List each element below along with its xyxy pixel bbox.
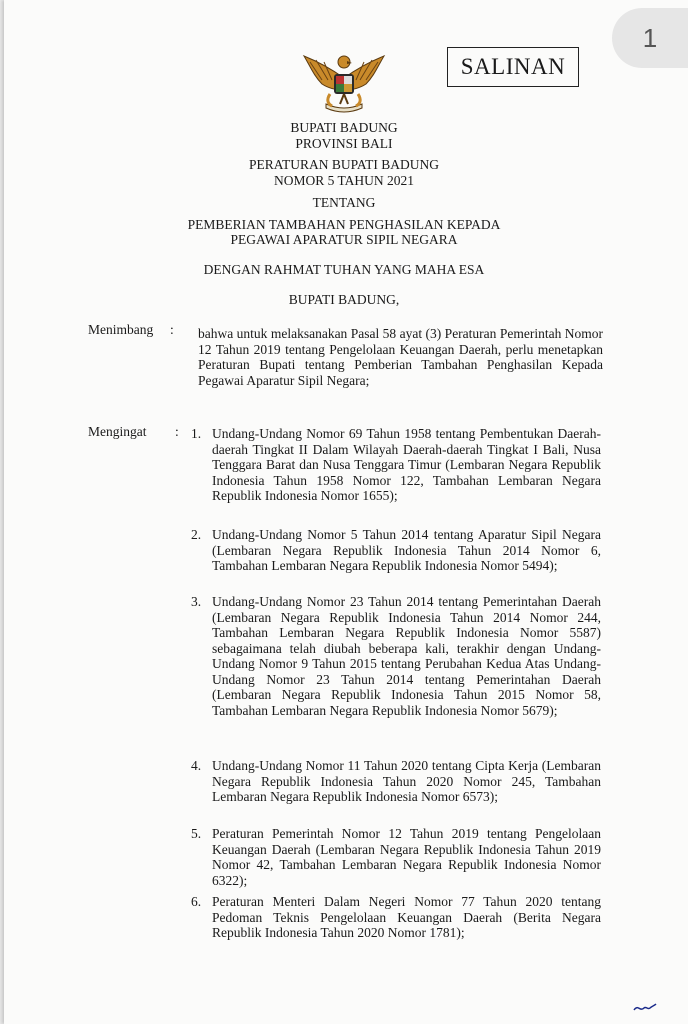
item-text: Peraturan Pemerintah Nomor 12 Tahun 2019 tentang Pengelolaan Keuangan Daerah (Lembaran Negara Republik Indonesia Tahun 2019 Nomor 42, Tambahan Lembaran Negara Republik Indonesia Nomor 6322); (212, 826, 601, 888)
mengingat-label: Mengingat (88, 424, 147, 439)
province-title: PROVINSI BALI (295, 136, 393, 151)
salinan-stamp: SALINAN (447, 47, 579, 87)
item-number: 6. (191, 894, 202, 909)
item-number: 2. (191, 527, 202, 542)
item-number: 4. (191, 758, 202, 773)
garuda-emblem-icon (300, 48, 388, 114)
item-text: Undang-Undang Nomor 23 Tahun 2014 tentang Pemerintahan Daerah (Lembaran Negara Republik Indonesia Tahun 2014 Nomor 244, Tambahan Lembaran Negara Republik Indonesia Nomor 5587) sebagaimana telah diubah beberapa kali, terakhir dengan Undang-Undang Nomor 9 Tahun 2015 tentang Perubahan Kedua Atas Undang-Undang Nomor 23 Tahun 2014 tentang Pemerintahan Daerah (Lembaran Negara Republik Indonesia Tahun 2015 Nomor 58, Tambahan Lembaran Negara Republik Indonesia Nomor 5679); (212, 594, 601, 718)
list-item (191, 527, 601, 574)
list-item (191, 894, 601, 941)
item-text: Undang-Undang Nomor 5 Tahun 2014 tentang Aparatur Sipil Negara (Lembaran Negara Republik Indonesia Tahun 2014 Nomor 6, Tambahan Lembaran Negara Republik Indonesia Nomor 5494); (212, 527, 601, 573)
subject-line-1: PEMBERIAN TAMBAHAN PENGHASILAN KEPADA (187, 217, 501, 232)
item-text: Undang-Undang Nomor 11 Tahun 2020 tentang Cipta Kerja (Lembaran Negara Republik Indonesia Tahun 2020 Nomor 245, Tambahan Lembaran Negara Republik Indonesia Nomor 6573); (212, 758, 601, 804)
regulation-title: PERATURAN BUPATI BADUNG (248, 157, 440, 172)
about-heading: TENTANG (312, 195, 376, 210)
list-item (191, 758, 601, 805)
issuer-heading: BUPATI BADUNG, (288, 292, 400, 307)
list-item (191, 826, 601, 888)
menimbang-text: bahwa untuk melaksanakan Pasal 58 ayat (3) Peraturan Pemerintah Nomor 12 Tahun 2019 tentang Pengelolaan Keuangan Daerah, perlu menetapkan Peraturan Bupati tentang Pemberian Tambahan Penghasilan Kepada Pegawai Aparatur Sipil Negara; (198, 326, 603, 388)
menimbang-label: Menimbang (88, 322, 154, 337)
mengingat-colon: : (175, 424, 179, 439)
grace-statement: DENGAN RAHMAT TUHAN YANG MAHA ESA (203, 262, 485, 277)
regent-title: BUPATI BADUNG (290, 120, 398, 135)
list-item (191, 426, 601, 504)
item-text: Undang-Undang Nomor 69 Tahun 1958 tentang Pembentukan Daerah-daerah Tingkat II Dalam Wilayah Daerah-daerah Tingkat I Bali, Nusa Tenggara Barat dan Nusa Tenggara Timur (Lembaran Negara Republik Indonesia Tahun 1958 Nomor 122, Tambahan Lembaran Negara Republik Indonesia Nomor 1655); (212, 426, 601, 503)
item-text: Peraturan Menteri Dalam Negeri Nomor 77 Tahun 2020 tentang Pedoman Teknis Pengelolaan Keuangan Daerah (Berita Negara Republik Indonesia Tahun 2020 Nomor 1781); (212, 894, 601, 940)
item-number: 1. (191, 426, 202, 441)
list-item (191, 594, 601, 718)
regulation-number: NOMOR 5 TAHUN 2021 (273, 173, 415, 188)
paraf-signature-icon (632, 1000, 658, 1014)
menimbang-colon: : (170, 322, 174, 337)
subject-line-2: PEGAWAI APARATUR SIPIL NEGARA (230, 232, 458, 247)
page-number-badge: 1 (612, 8, 688, 68)
item-number: 3. (191, 594, 202, 609)
item-number: 5. (191, 826, 202, 841)
